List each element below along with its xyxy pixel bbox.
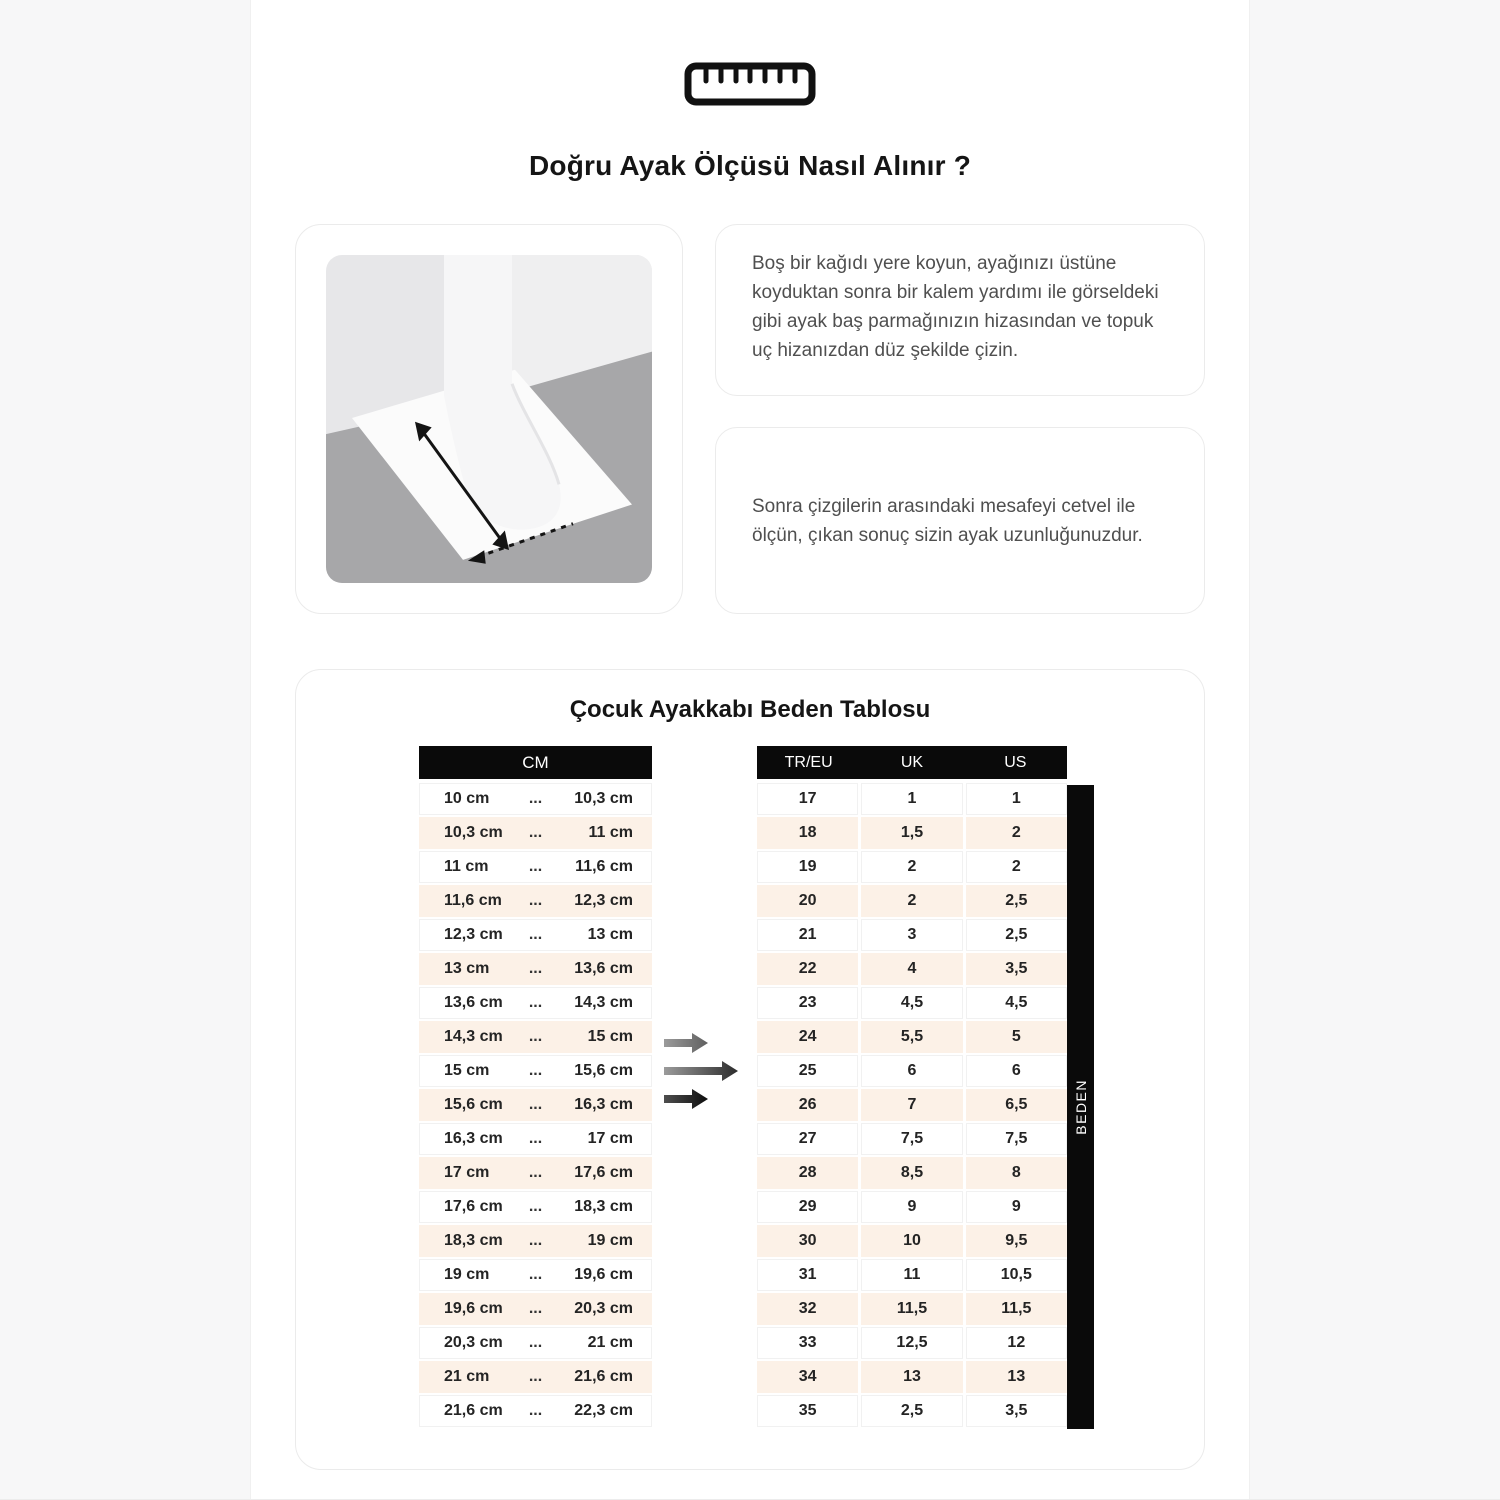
cm-row-value: 13 cm <box>444 960 490 977</box>
sizes-cell: 35 <box>757 1395 858 1427</box>
sizes-table <box>757 746 1067 1427</box>
cm-row-separator: ... <box>528 1232 543 1249</box>
cm-row-value: 12,3 cm <box>574 892 633 909</box>
cm-table-row <box>419 1157 652 1189</box>
sizes-cell: 10,5 <box>966 1259 1067 1291</box>
cm-row-separator: ... <box>528 824 543 841</box>
sizes-cell: 2 <box>966 851 1067 883</box>
cm-row-value: 10,3 cm <box>444 824 503 841</box>
sizes-cell: 6,5 <box>966 1089 1067 1121</box>
cm-row-value: 11,6 cm <box>575 858 633 875</box>
cm-row-value: 17 cm <box>444 1164 490 1181</box>
sizes-cell: 7,5 <box>861 1123 962 1155</box>
sizes-cell: 25 <box>757 1055 858 1087</box>
cm-table-row <box>419 1055 652 1087</box>
instruction-text-1: Boş bir kağıdı yere koyun, ayağınızı üstüne koyduktan sonra bir kalem yardımı ile görseldeki gibi ayak baş parmağınızın hizasından ve topuk uç hizanızdan düz şekilde çizin. <box>752 253 1159 361</box>
size-chart-title: Çocuk Ayakkabı Beden Tablosu <box>569 696 931 723</box>
sizes-cell: 33 <box>757 1327 858 1359</box>
cm-row-separator: ... <box>528 1402 543 1419</box>
sizes-table-row <box>757 885 1067 917</box>
sizes-table-row <box>757 953 1067 985</box>
sizes-table-rows <box>757 783 1067 1427</box>
sizes-cell: 11,5 <box>966 1293 1067 1325</box>
page-title: Doğru Ayak Ölçüsü Nasıl Alınır ? <box>528 150 972 181</box>
cm-row-separator: ... <box>528 1096 543 1113</box>
cm-row-separator: ... <box>528 1266 543 1283</box>
cm-row-value: 20,3 cm <box>444 1334 503 1351</box>
sizes-cell: 11 <box>861 1259 962 1291</box>
cm-row-value: 15,6 cm <box>444 1096 503 1113</box>
sizes-cell: 10 <box>861 1225 962 1257</box>
instruction-cards <box>715 224 1205 614</box>
cm-row-value: 13,6 cm <box>444 994 503 1011</box>
cm-table-row <box>419 1225 652 1257</box>
cm-row-separator: ... <box>528 994 543 1011</box>
sizes-cell: 3,5 <box>966 953 1067 985</box>
cm-table-row <box>419 1259 652 1291</box>
beden-side-label: BEDEN <box>1072 1079 1089 1135</box>
cm-table-row <box>419 953 652 985</box>
cm-table-row <box>419 1395 652 1427</box>
cm-row-value: 19,6 cm <box>574 1266 633 1283</box>
sizes-cell: 3 <box>861 919 962 951</box>
cm-row-value: 14,3 cm <box>574 994 633 1011</box>
sizes-column-header: TR/EU <box>784 753 833 771</box>
sizes-cell: 2,5 <box>861 1395 962 1427</box>
cm-table <box>419 746 652 1427</box>
howto-grid <box>295 224 1205 614</box>
sizes-cell: 4,5 <box>861 987 962 1019</box>
sizes-cell: 7 <box>861 1089 962 1121</box>
sizes-cell: 8 <box>966 1157 1067 1189</box>
sizes-cell: 18 <box>757 817 858 849</box>
cm-table-row <box>419 1361 652 1393</box>
cm-row-value: 13,6 cm <box>574 960 633 977</box>
cm-row-separator: ... <box>528 1164 543 1181</box>
sizes-cell: 13 <box>966 1361 1067 1393</box>
sizes-cell: 9 <box>966 1191 1067 1223</box>
sizes-cell: 6 <box>966 1055 1067 1087</box>
howto-section <box>251 62 1249 614</box>
sizes-table-row <box>757 987 1067 1019</box>
cm-row-value: 15 cm <box>444 1062 490 1079</box>
instruction-card-1 <box>715 224 1205 396</box>
cm-table-row <box>419 1021 652 1053</box>
sizes-cell: 26 <box>757 1089 858 1121</box>
ruler-icon <box>684 62 816 111</box>
beden-side-bar <box>1067 785 1094 1429</box>
sizes-table-row <box>757 919 1067 951</box>
sizes-cell: 4 <box>861 953 962 985</box>
cm-row-value: 16,3 cm <box>574 1096 633 1113</box>
foot-measure-photo <box>326 255 652 583</box>
cm-row-value: 21,6 cm <box>574 1368 633 1385</box>
sizes-table-row <box>757 1055 1067 1087</box>
sizes-table-wrap <box>757 746 1094 1429</box>
size-chart-tables <box>296 746 1204 1429</box>
cm-row-value: 19 cm <box>444 1266 490 1283</box>
cm-row-value: 17,6 cm <box>574 1164 633 1181</box>
cm-row-value: 11 cm <box>444 858 489 875</box>
sizes-cell: 8,5 <box>861 1157 962 1189</box>
sizes-column-header: UK <box>900 753 924 771</box>
sizes-table-row <box>757 1089 1067 1121</box>
cm-row-separator: ... <box>528 1198 543 1215</box>
cm-row-value: 10,3 cm <box>574 790 633 807</box>
cm-row-separator: ... <box>528 1334 543 1351</box>
sizes-cell: 11,5 <box>861 1293 962 1325</box>
cm-table-row <box>419 885 652 917</box>
cm-row-separator: ... <box>528 892 543 909</box>
cm-row-separator: ... <box>528 926 543 943</box>
sizes-table-row <box>757 817 1067 849</box>
sizes-table-row <box>757 1259 1067 1291</box>
cm-row-separator: ... <box>528 960 543 977</box>
sizes-table-row <box>757 1327 1067 1359</box>
cm-row-value: 15 cm <box>587 1028 633 1045</box>
sizes-cell: 12,5 <box>861 1327 962 1359</box>
cm-row-value: 17,6 cm <box>444 1198 503 1215</box>
cm-table-row <box>419 817 652 849</box>
sizes-table-row <box>757 1191 1067 1223</box>
sizes-cell: 22 <box>757 953 858 985</box>
sizes-cell: 13 <box>861 1361 962 1393</box>
cm-row-value: 19,6 cm <box>444 1300 503 1317</box>
cm-row-value: 12,3 cm <box>444 926 503 943</box>
cm-table-row <box>419 1123 652 1155</box>
instruction-text-2: Sonra çizgilerin arasındaki mesafeyi cetvel ile ölçün, çıkan sonuç sizin ayak uzunluğunuzdur. <box>752 495 1143 546</box>
sizes-cell: 23 <box>757 987 858 1019</box>
sizes-table-header <box>757 746 1067 779</box>
sizes-cell: 32 <box>757 1293 858 1325</box>
cm-row-value: 14,3 cm <box>444 1028 503 1045</box>
sizes-column-header: US <box>1004 753 1027 771</box>
sizes-table-row <box>757 1123 1067 1155</box>
cm-table-row <box>419 1327 652 1359</box>
sizes-table-row <box>757 1395 1067 1427</box>
sizes-cell: 30 <box>757 1225 858 1257</box>
foot-measure-photo-card <box>295 224 683 614</box>
cm-table-row <box>419 1293 652 1325</box>
cm-table-row <box>419 1089 652 1121</box>
sizes-table-row <box>757 1361 1067 1393</box>
sizes-cell: 9 <box>861 1191 962 1223</box>
cm-row-value: 17 cm <box>587 1130 633 1147</box>
cm-table-row <box>419 1191 652 1223</box>
sizes-cell: 19 <box>757 851 858 883</box>
instruction-card-2 <box>715 427 1205 614</box>
sizes-cell: 7,5 <box>966 1123 1067 1155</box>
sizes-cell: 1,5 <box>861 817 962 849</box>
cm-row-value: 16,3 cm <box>444 1130 503 1147</box>
cm-row-value: 15,6 cm <box>574 1062 633 1079</box>
cm-table-row <box>419 987 652 1019</box>
sizes-cell: 28 <box>757 1157 858 1189</box>
cm-row-value: 20,3 cm <box>574 1300 633 1317</box>
cm-row-value: 11,6 cm <box>444 892 502 909</box>
sizes-table-row <box>757 1225 1067 1257</box>
sizes-cell: 2 <box>861 851 962 883</box>
size-chart-card <box>295 669 1205 1470</box>
sizes-cell: 24 <box>757 1021 858 1053</box>
cm-row-separator: ... <box>528 858 543 875</box>
cm-row-value: 21 cm <box>587 1334 633 1351</box>
cm-row-value: 18,3 cm <box>444 1232 503 1249</box>
sizes-cell: 3,5 <box>966 1395 1067 1427</box>
sizes-cell: 20 <box>757 885 858 917</box>
sizes-cell: 17 <box>757 783 858 815</box>
cm-row-separator: ... <box>528 1368 543 1385</box>
sizes-cell: 1 <box>966 783 1067 815</box>
cm-table-rows <box>419 783 652 1427</box>
sizes-cell: 5 <box>966 1021 1067 1053</box>
cm-row-value: 22,3 cm <box>574 1402 633 1419</box>
sizes-cell: 2 <box>861 885 962 917</box>
cm-row-value: 11 cm <box>588 824 633 841</box>
cm-row-value: 21,6 cm <box>444 1402 503 1419</box>
sizes-table-row <box>757 1021 1067 1053</box>
cm-table-row <box>419 783 652 815</box>
cm-row-value: 10 cm <box>444 790 490 807</box>
sizes-cell: 34 <box>757 1361 858 1393</box>
cm-row-value: 18,3 cm <box>574 1198 633 1215</box>
cm-row-separator: ... <box>528 1130 543 1147</box>
sizes-cell: 6 <box>861 1055 962 1087</box>
cm-row-separator: ... <box>528 1028 543 1045</box>
cm-row-separator: ... <box>528 1300 543 1317</box>
sizes-table-row <box>757 1293 1067 1325</box>
sizes-cell: 2,5 <box>966 885 1067 917</box>
sizes-cell: 9,5 <box>966 1225 1067 1257</box>
cm-table-header: CM <box>419 746 652 779</box>
cm-row-separator: ... <box>528 1062 543 1079</box>
sizes-cell: 1 <box>861 783 962 815</box>
sizes-cell: 21 <box>757 919 858 951</box>
cm-row-separator: ... <box>528 790 543 807</box>
content-column <box>250 0 1250 1499</box>
cm-table-row <box>419 851 652 883</box>
sizes-cell: 2 <box>966 817 1067 849</box>
sizes-table-row <box>757 1157 1067 1189</box>
cm-row-value: 21 cm <box>444 1368 490 1385</box>
sizes-cell: 31 <box>757 1259 858 1291</box>
sizes-table-row <box>757 851 1067 883</box>
sizes-cell: 29 <box>757 1191 858 1223</box>
sizes-cell: 27 <box>757 1123 858 1155</box>
sizes-table-row <box>757 783 1067 815</box>
sizes-cell: 4,5 <box>966 987 1067 1019</box>
cm-table-row <box>419 919 652 951</box>
sizes-cell: 2,5 <box>966 919 1067 951</box>
cm-row-value: 19 cm <box>587 1232 633 1249</box>
cm-row-value: 13 cm <box>587 926 633 943</box>
sizes-cell: 12 <box>966 1327 1067 1359</box>
sizes-cell: 5,5 <box>861 1021 962 1053</box>
